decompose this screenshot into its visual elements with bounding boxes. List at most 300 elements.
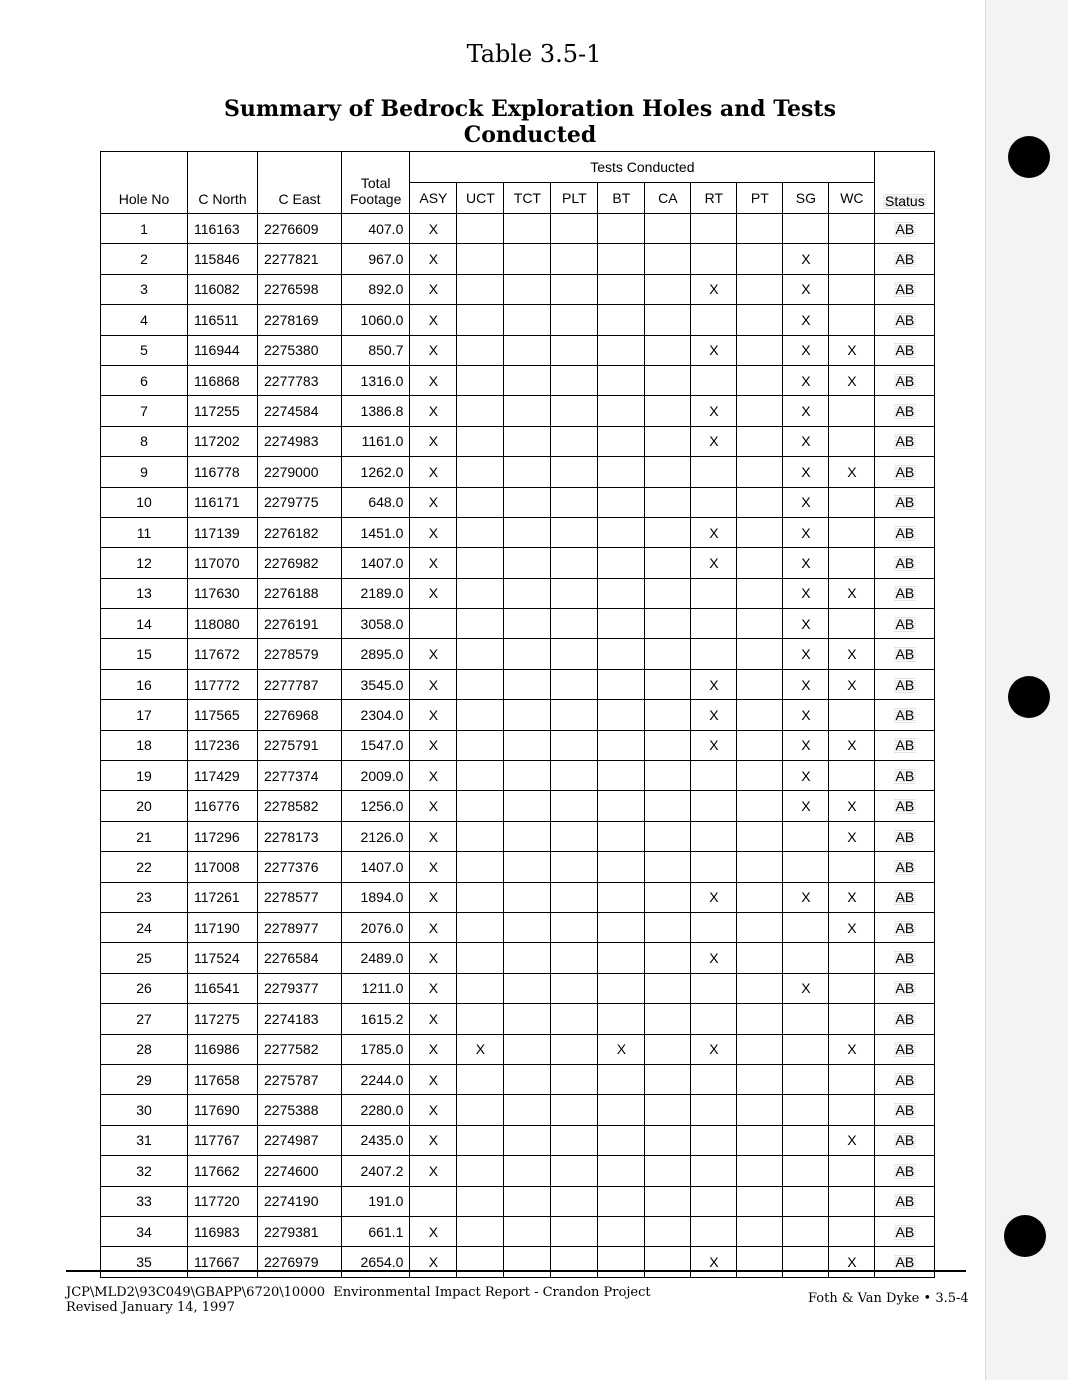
test-cell-wc — [829, 517, 875, 547]
test-cell-tct — [504, 426, 551, 456]
c-north-cell: 117767 — [188, 1125, 258, 1155]
test-cell-rt: X — [691, 335, 737, 365]
status-badge: AB — [895, 676, 915, 693]
footage-cell: 3058.0 — [342, 609, 410, 639]
c-north-cell: 117296 — [188, 821, 258, 851]
footage-cell: 1894.0 — [342, 882, 410, 912]
test-cell-pt — [737, 852, 783, 882]
status-badge: AB — [895, 251, 915, 268]
c-north-cell: 117008 — [188, 852, 258, 882]
test-cell-rt — [691, 1064, 737, 1094]
c-east-cell: 2279775 — [258, 487, 342, 517]
test-cell-plt — [551, 943, 598, 973]
test-cell-pt — [737, 1125, 783, 1155]
c-east-cell: 2279381 — [258, 1216, 342, 1246]
footer-left — [66, 1285, 651, 1315]
test-cell-plt — [551, 1156, 598, 1186]
status-cell — [875, 305, 935, 335]
test-cell-tct — [504, 882, 551, 912]
test-cell-bt — [598, 517, 645, 547]
status-cell — [875, 639, 935, 669]
test-cell-plt — [551, 639, 598, 669]
test-cell-sg — [783, 1216, 829, 1246]
status-badge: AB — [895, 433, 915, 450]
test-cell-plt — [551, 1034, 598, 1064]
test-cell-bt — [598, 426, 645, 456]
test-cell-ca — [645, 214, 691, 244]
c-north-cell: 115846 — [188, 244, 258, 274]
hole-no-cell: 14 — [101, 609, 188, 639]
test-cell-rt — [691, 852, 737, 882]
header-total-footage: Total Footage — [342, 152, 410, 214]
test-cell-ca — [645, 700, 691, 730]
test-cell-sg: X — [783, 609, 829, 639]
table-row — [101, 639, 935, 669]
hole-no-cell: 11 — [101, 517, 188, 547]
test-cell-ca — [645, 1156, 691, 1186]
status-cell — [875, 791, 935, 821]
c-north-cell: 117720 — [188, 1186, 258, 1216]
test-cell-wc: X — [829, 669, 875, 699]
test-cell-wc — [829, 396, 875, 426]
test-cell-wc — [829, 1095, 875, 1125]
test-cell-sg: X — [783, 730, 829, 760]
c-east-cell: 2276188 — [258, 578, 342, 608]
test-cell-uct — [457, 973, 504, 1003]
test-cell-rt: X — [691, 882, 737, 912]
test-cell-sg: X — [783, 244, 829, 274]
table-row — [101, 912, 935, 942]
footer-path: JCP\MLD2\93C049\GBAPP\6720\10000 — [66, 1285, 326, 1300]
status-cell — [875, 274, 935, 304]
hole-no-cell: 4 — [101, 305, 188, 335]
test-cell-bt — [598, 365, 645, 395]
test-cell-pt — [737, 1034, 783, 1064]
test-cell-wc: X — [829, 457, 875, 487]
table-title: Table 3.5-1 — [466, 40, 602, 68]
test-cell-tct — [504, 1186, 551, 1216]
test-cell-pt — [737, 639, 783, 669]
c-east-cell: 2274183 — [258, 1004, 342, 1034]
status-cell — [875, 669, 935, 699]
hole-punch-middle — [1008, 676, 1050, 718]
hole-no-cell: 19 — [101, 761, 188, 791]
status-badge: AB — [895, 889, 915, 906]
c-north-cell: 117190 — [188, 912, 258, 942]
footage-cell: 2189.0 — [342, 578, 410, 608]
test-cell-ca — [645, 305, 691, 335]
footage-cell: 2654.0 — [342, 1247, 410, 1277]
table-row — [101, 487, 935, 517]
test-cell-wc — [829, 426, 875, 456]
test-cell-tct — [504, 1095, 551, 1125]
table-row — [101, 1095, 935, 1125]
test-cell-bt: X — [598, 1034, 645, 1064]
test-cell-wc — [829, 1156, 875, 1186]
test-cell-rt: X — [691, 548, 737, 578]
test-cell-pt — [737, 244, 783, 274]
header-test-rt: RT — [691, 183, 737, 214]
test-cell-wc — [829, 244, 875, 274]
test-cell-rt — [691, 1186, 737, 1216]
c-north-cell: 117275 — [188, 1004, 258, 1034]
test-cell-uct — [457, 396, 504, 426]
test-cell-asy: X — [410, 214, 457, 244]
test-cell-wc — [829, 1216, 875, 1246]
test-cell-bt — [598, 1064, 645, 1094]
test-cell-tct — [504, 943, 551, 973]
c-east-cell: 2279377 — [258, 973, 342, 1003]
test-cell-bt — [598, 335, 645, 365]
test-cell-sg: X — [783, 578, 829, 608]
test-cell-bt — [598, 1095, 645, 1125]
c-east-cell: 2277787 — [258, 669, 342, 699]
test-cell-plt — [551, 517, 598, 547]
test-cell-sg — [783, 1064, 829, 1094]
test-cell-wc — [829, 943, 875, 973]
table-row — [101, 821, 935, 851]
table-row — [101, 1064, 935, 1094]
footer-page-number: 3.5-4 — [935, 1291, 969, 1306]
test-cell-ca — [645, 1247, 691, 1277]
test-cell-plt — [551, 578, 598, 608]
test-cell-pt — [737, 912, 783, 942]
test-cell-asy: X — [410, 244, 457, 274]
c-east-cell: 2278173 — [258, 821, 342, 851]
footage-cell: 1060.0 — [342, 305, 410, 335]
test-cell-ca — [645, 578, 691, 608]
test-cell-rt: X — [691, 730, 737, 760]
test-cell-wc — [829, 1186, 875, 1216]
test-cell-bt — [598, 1156, 645, 1186]
test-cell-asy: X — [410, 1125, 457, 1155]
test-cell-plt — [551, 821, 598, 851]
test-cell-tct — [504, 214, 551, 244]
test-cell-asy: X — [410, 1095, 457, 1125]
test-cell-wc: X — [829, 1247, 875, 1277]
c-east-cell: 2277821 — [258, 244, 342, 274]
footage-cell: 1407.0 — [342, 852, 410, 882]
c-east-cell: 2276982 — [258, 548, 342, 578]
test-cell-tct — [504, 791, 551, 821]
footage-cell: 1785.0 — [342, 1034, 410, 1064]
test-cell-ca — [645, 487, 691, 517]
table-row — [101, 335, 935, 365]
test-cell-wc — [829, 487, 875, 517]
status-badge: AB — [895, 1253, 915, 1270]
footer-right — [808, 1291, 969, 1306]
test-cell-sg: X — [783, 305, 829, 335]
test-cell-rt — [691, 973, 737, 1003]
test-cell-plt — [551, 973, 598, 1003]
test-cell-tct — [504, 305, 551, 335]
hole-no-cell: 30 — [101, 1095, 188, 1125]
header-test-tct: TCT — [504, 183, 551, 214]
test-cell-bt — [598, 1004, 645, 1034]
hole-no-cell: 6 — [101, 365, 188, 395]
test-cell-bt — [598, 852, 645, 882]
test-cell-sg — [783, 852, 829, 882]
test-cell-sg — [783, 214, 829, 244]
test-cell-asy: X — [410, 700, 457, 730]
test-cell-plt — [551, 548, 598, 578]
hole-no-cell: 31 — [101, 1125, 188, 1155]
test-cell-uct — [457, 1156, 504, 1186]
footage-cell: 2009.0 — [342, 761, 410, 791]
table-row — [101, 548, 935, 578]
test-cell-bt — [598, 791, 645, 821]
test-cell-tct — [504, 1004, 551, 1034]
test-cell-sg: X — [783, 426, 829, 456]
table-row — [101, 365, 935, 395]
test-cell-sg — [783, 1004, 829, 1034]
test-cell-tct — [504, 1064, 551, 1094]
table-row — [101, 1156, 935, 1186]
test-cell-uct — [457, 1064, 504, 1094]
test-cell-uct — [457, 335, 504, 365]
hole-no-cell: 27 — [101, 1004, 188, 1034]
c-east-cell: 2277374 — [258, 761, 342, 791]
test-cell-ca — [645, 973, 691, 1003]
test-cell-plt — [551, 305, 598, 335]
footage-cell: 1615.2 — [342, 1004, 410, 1034]
c-east-cell: 2278977 — [258, 912, 342, 942]
c-east-cell: 2278582 — [258, 791, 342, 821]
test-cell-asy: X — [410, 457, 457, 487]
footage-cell: 2280.0 — [342, 1095, 410, 1125]
test-cell-plt — [551, 852, 598, 882]
test-cell-uct — [457, 517, 504, 547]
test-cell-sg: X — [783, 396, 829, 426]
test-cell-pt — [737, 578, 783, 608]
table-row — [101, 943, 935, 973]
status-badge: AB — [895, 1223, 915, 1240]
test-cell-pt — [737, 548, 783, 578]
test-cell-pt — [737, 761, 783, 791]
status-cell — [875, 426, 935, 456]
test-cell-bt — [598, 761, 645, 791]
test-cell-tct — [504, 700, 551, 730]
test-cell-asy: X — [410, 912, 457, 942]
test-cell-uct — [457, 1247, 504, 1277]
c-east-cell: 2279000 — [258, 457, 342, 487]
test-cell-asy: X — [410, 365, 457, 395]
hole-no-cell: 2 — [101, 244, 188, 274]
status-badge: AB — [895, 737, 915, 754]
test-cell-asy: X — [410, 578, 457, 608]
test-cell-bt — [598, 396, 645, 426]
c-east-cell: 2275388 — [258, 1095, 342, 1125]
test-cell-asy — [410, 609, 457, 639]
test-cell-pt — [737, 1064, 783, 1094]
status-badge: AB — [895, 1193, 915, 1210]
test-cell-wc: X — [829, 1125, 875, 1155]
table-row — [101, 457, 935, 487]
status-badge: AB — [895, 1162, 915, 1179]
test-cell-bt — [598, 639, 645, 669]
test-cell-pt — [737, 365, 783, 395]
test-cell-ca — [645, 1004, 691, 1034]
test-cell-tct — [504, 487, 551, 517]
hole-no-cell: 7 — [101, 396, 188, 426]
status-badge: AB — [895, 980, 915, 997]
hole-no-cell: 23 — [101, 882, 188, 912]
hole-no-cell: 34 — [101, 1216, 188, 1246]
footer-report-title: Environmental Impact Report - Crandon Project — [333, 1285, 651, 1300]
test-cell-asy: X — [410, 335, 457, 365]
test-cell-uct — [457, 791, 504, 821]
table-row — [101, 700, 935, 730]
test-cell-asy: X — [410, 1004, 457, 1034]
status-cell — [875, 1247, 935, 1277]
header-hole-no: Hole No — [101, 152, 188, 214]
test-cell-ca — [645, 457, 691, 487]
test-cell-sg: X — [783, 882, 829, 912]
c-east-cell: 2276609 — [258, 214, 342, 244]
c-east-cell: 2277783 — [258, 365, 342, 395]
status-badge: AB — [895, 372, 915, 389]
status-badge: AB — [895, 828, 915, 845]
test-cell-asy: X — [410, 1064, 457, 1094]
test-cell-tct — [504, 578, 551, 608]
test-cell-plt — [551, 1095, 598, 1125]
table-row — [101, 1125, 935, 1155]
hole-no-cell: 16 — [101, 669, 188, 699]
test-cell-ca — [645, 609, 691, 639]
test-cell-tct — [504, 1247, 551, 1277]
test-cell-pt — [737, 1156, 783, 1186]
test-cell-sg: X — [783, 973, 829, 1003]
test-cell-tct — [504, 973, 551, 1003]
test-cell-pt — [737, 426, 783, 456]
footage-cell: 1547.0 — [342, 730, 410, 760]
c-east-cell: 2275787 — [258, 1064, 342, 1094]
test-cell-plt — [551, 274, 598, 304]
table-row — [101, 669, 935, 699]
footage-cell: 1262.0 — [342, 457, 410, 487]
c-north-cell: 117667 — [188, 1247, 258, 1277]
test-cell-rt — [691, 244, 737, 274]
hole-punch-top — [1008, 136, 1050, 178]
test-cell-rt — [691, 609, 737, 639]
test-cell-ca — [645, 791, 691, 821]
test-cell-sg: X — [783, 487, 829, 517]
table-row — [101, 1186, 935, 1216]
test-cell-tct — [504, 1034, 551, 1064]
hole-no-cell: 9 — [101, 457, 188, 487]
status-cell — [875, 761, 935, 791]
status-cell — [875, 912, 935, 942]
test-cell-bt — [598, 548, 645, 578]
table-row — [101, 1004, 935, 1034]
test-cell-sg — [783, 1156, 829, 1186]
hole-no-cell: 24 — [101, 912, 188, 942]
test-cell-rt — [691, 305, 737, 335]
c-north-cell: 117139 — [188, 517, 258, 547]
bedrock-exploration-table — [100, 151, 935, 1278]
header-test-plt: PLT — [551, 183, 598, 214]
status-cell — [875, 1125, 935, 1155]
footage-cell: 2407.2 — [342, 1156, 410, 1186]
status-cell — [875, 244, 935, 274]
test-cell-wc — [829, 548, 875, 578]
c-east-cell: 2278577 — [258, 882, 342, 912]
test-cell-rt: X — [691, 943, 737, 973]
test-cell-tct — [504, 609, 551, 639]
test-cell-wc — [829, 761, 875, 791]
c-north-cell: 117662 — [188, 1156, 258, 1186]
table-subtitle: Summary of Bedrock Exploration Holes and Tests Conducted — [224, 96, 836, 148]
c-north-cell: 116868 — [188, 365, 258, 395]
c-east-cell: 2276182 — [258, 517, 342, 547]
test-cell-tct — [504, 548, 551, 578]
header-test-asy: ASY — [410, 183, 457, 214]
c-north-cell: 116986 — [188, 1034, 258, 1064]
test-cell-rt: X — [691, 700, 737, 730]
status-cell — [875, 214, 935, 244]
hole-no-cell: 5 — [101, 335, 188, 365]
hole-no-cell: 22 — [101, 852, 188, 882]
test-cell-plt — [551, 791, 598, 821]
test-cell-tct — [504, 912, 551, 942]
table-row — [101, 396, 935, 426]
c-north-cell: 117070 — [188, 548, 258, 578]
test-cell-pt — [737, 943, 783, 973]
table-row — [101, 1247, 935, 1277]
status-badge: AB — [895, 311, 915, 328]
status-cell — [875, 852, 935, 882]
test-cell-sg: X — [783, 274, 829, 304]
test-cell-pt — [737, 335, 783, 365]
header-test-bt: BT — [598, 183, 645, 214]
test-cell-bt — [598, 274, 645, 304]
footage-cell: 3545.0 — [342, 669, 410, 699]
test-cell-bt — [598, 943, 645, 973]
test-cell-tct — [504, 365, 551, 395]
test-cell-bt — [598, 821, 645, 851]
c-north-cell: 116541 — [188, 973, 258, 1003]
test-cell-asy: X — [410, 1156, 457, 1186]
status-cell — [875, 973, 935, 1003]
test-cell-uct — [457, 305, 504, 335]
c-north-cell: 116944 — [188, 335, 258, 365]
test-cell-uct — [457, 274, 504, 304]
test-cell-plt — [551, 882, 598, 912]
test-cell-plt — [551, 912, 598, 942]
test-cell-bt — [598, 244, 645, 274]
status-cell — [875, 1095, 935, 1125]
c-east-cell: 2275380 — [258, 335, 342, 365]
status-badge: AB — [895, 585, 915, 602]
test-cell-rt — [691, 578, 737, 608]
test-cell-bt — [598, 973, 645, 1003]
test-cell-rt — [691, 761, 737, 791]
footage-cell: 1386.8 — [342, 396, 410, 426]
test-cell-rt — [691, 487, 737, 517]
test-cell-pt — [737, 973, 783, 1003]
test-cell-wc: X — [829, 1034, 875, 1064]
test-cell-plt — [551, 1064, 598, 1094]
c-east-cell: 2276979 — [258, 1247, 342, 1277]
test-cell-rt — [691, 821, 737, 851]
test-cell-tct — [504, 1125, 551, 1155]
table-row — [101, 274, 935, 304]
table-row — [101, 426, 935, 456]
c-north-cell: 117658 — [188, 1064, 258, 1094]
test-cell-bt — [598, 578, 645, 608]
status-badge: AB — [895, 494, 915, 511]
status-badge: AB — [895, 646, 915, 663]
